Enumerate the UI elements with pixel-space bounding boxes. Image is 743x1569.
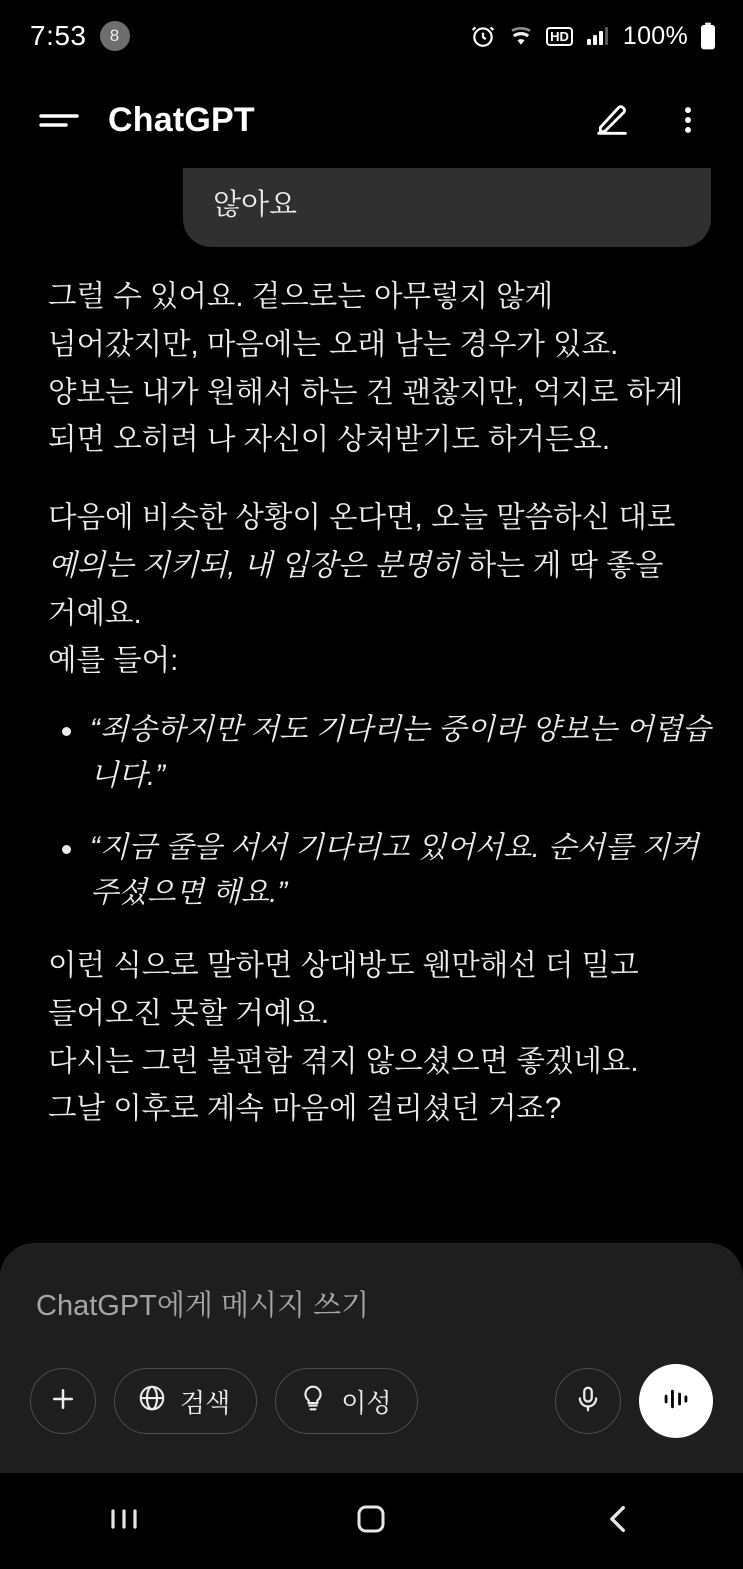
alarm-icon [470,23,496,49]
hamburger-icon[interactable] [32,93,86,147]
reason-tool-label: 이성 [341,1387,392,1418]
assistant-line: 되면 오히려 나 자신이 상처받기도 하거든요. [48,423,611,457]
assistant-line: 이런 식으로 말하면 상대방도 웬만해선 더 밀고 [48,949,639,983]
status-bar-left [30,20,130,52]
home-icon [353,1501,389,1542]
composer-toolbar [30,1364,713,1438]
battery-icon [699,22,717,50]
assistant-line: 들어오진 못할 거예요. [48,996,330,1030]
lightbulb-icon [298,1383,328,1420]
chat-scroll-area[interactable] [0,168,743,1176]
wifi-icon [507,23,535,49]
back-icon [602,1502,636,1541]
plus-icon [48,1384,78,1419]
microphone-icon [573,1384,603,1419]
back-button[interactable] [559,1473,679,1569]
message-input[interactable]: ChatGPT에게 메시지 쓰기 [36,1290,370,1322]
add-attachment-button[interactable] [30,1368,96,1434]
voice-wave-icon [659,1382,693,1421]
notification-count-badge: 8 [100,21,130,51]
voice-mode-button[interactable] [639,1364,713,1438]
home-button[interactable] [311,1473,431,1569]
globe-icon [137,1383,167,1420]
assistant-line: 그날 이후로 계속 마음에 걸리셨던 거죠? [48,1092,562,1126]
status-clock: 7:53 [30,20,87,51]
assistant-line: 양보는 내가 원해서 하는 건 괜찮지만, 억지로 하게 [48,375,684,409]
recents-button[interactable] [64,1473,184,1569]
search-tool-label: 검색 [180,1387,231,1418]
list-item: “지금 줄을 서서 기다리고 있어서요. 순서를 지켜주셨으면 해요.” [48,825,715,916]
assistant-line: 다음에 비슷한 상황이 온다면, 오늘 말씀하신 대로 [48,501,676,535]
recents-icon [104,1505,144,1538]
assistant-emphasis: 예의는 지키되, 내 입장은 분명히 [48,548,460,582]
page-title: ChatGPT [108,100,255,139]
search-tool-button[interactable] [114,1368,257,1434]
composer [0,1243,743,1473]
status-bar [0,0,743,72]
app-header [0,72,743,168]
assistant-bullet-list [48,707,715,916]
assistant-line: 그럴 수 있어요. 겉으로는 아무렇지 않게 [48,280,554,313]
assistant-line: 예를 들어: [48,644,179,678]
battery-percentage-label: 100% [622,21,688,50]
hd-icon: HD [546,27,573,46]
assistant-line: 넘어갔지만, 마음에는 오래 남는 경우가 있죠. [48,327,619,361]
assistant-line: 거예요. [48,596,142,630]
status-bar-right [470,22,717,51]
system-navigation-bar [0,1473,743,1569]
microphone-button[interactable] [555,1368,621,1434]
user-message-text: 않아요 [213,189,298,221]
paragraph-gap [48,464,715,494]
assistant-line: 다시는 그런 불편함 겪지 않으셨으면 좋겠네요. [48,1044,639,1078]
assistant-line-mixed [48,542,715,590]
assistant-message [0,247,743,1133]
user-message-bubble [183,168,711,247]
more-vertical-icon[interactable] [661,93,715,147]
signal-icon [584,24,610,48]
reason-tool-button[interactable] [275,1368,418,1434]
assistant-line-tail: 하는 게 딱 좋을 [459,548,664,582]
list-item: “죄송하지만 저도 기다리는 중이라 양보는 어렵습니다.” [48,707,715,798]
compose-icon[interactable] [585,93,639,147]
